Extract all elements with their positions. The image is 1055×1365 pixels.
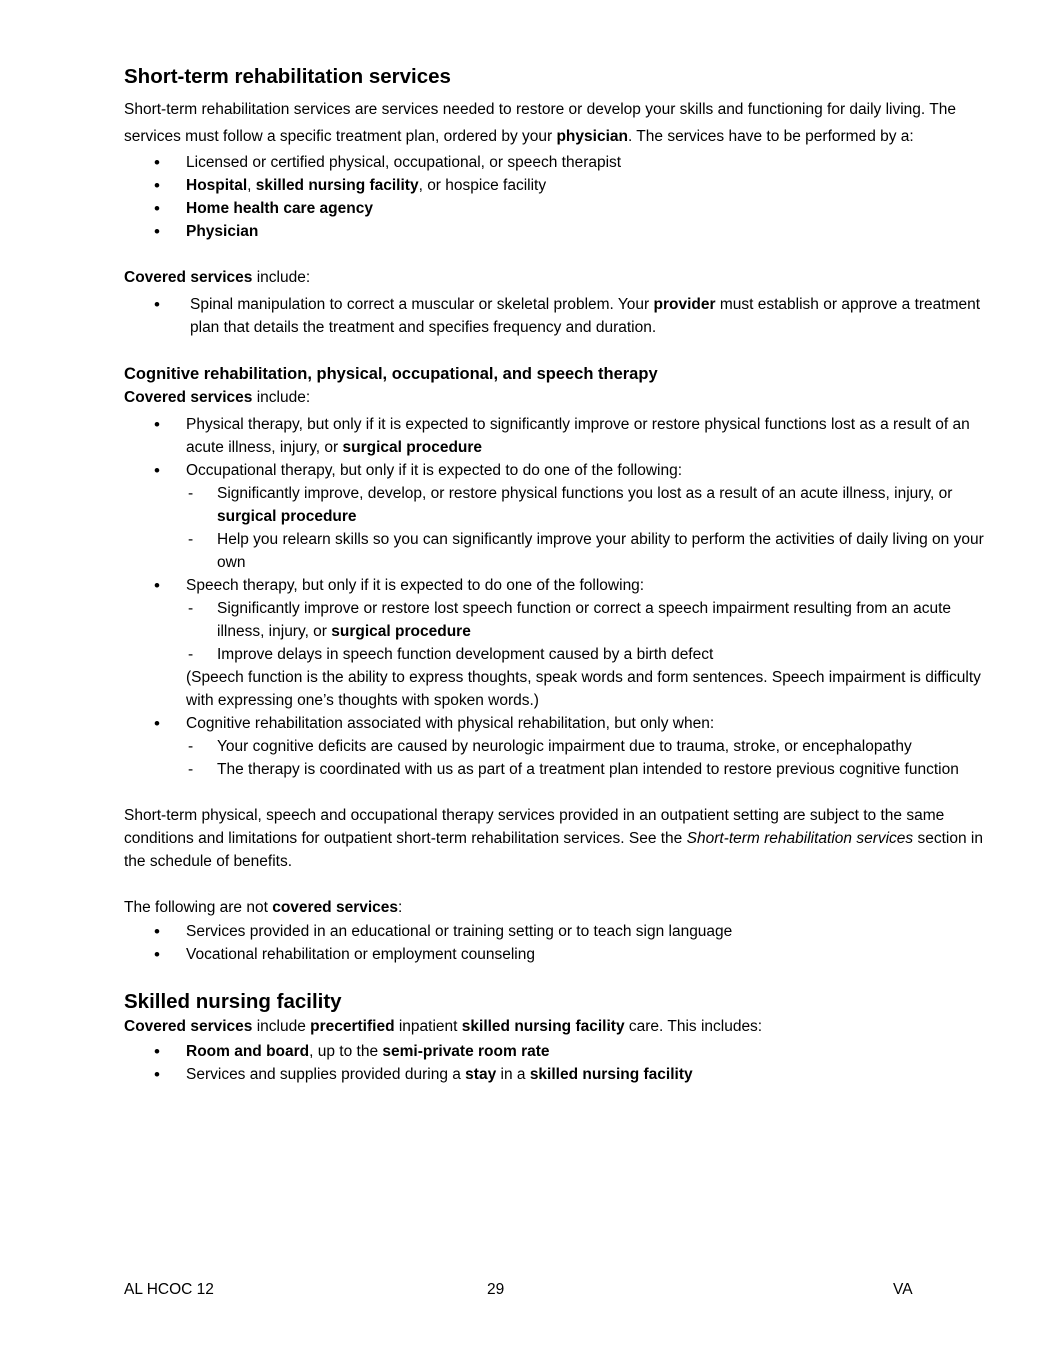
- list-item: • Services and supplies provided during a stay in a skilled nursing facility: [124, 1063, 994, 1086]
- list-item: • Home health care agency: [124, 197, 994, 220]
- sub-list: [186, 482, 994, 574]
- list-item: - Your cognitive deficits are caused by neurologic impairment due to trauma, stroke, or encephalopathy: [186, 735, 994, 758]
- list-item: • Spinal manipulation to correct a muscular or skeletal problem. Your provider must establish or approve a treatment plan that details the treatment and specifies frequency and duration.: [124, 293, 994, 339]
- list-item: - Improve delays in speech function development caused by a birth defect: [186, 643, 994, 666]
- list-item: - The therapy is coordinated with us as part of a treatment plan intended to restore previous cognitive function: [186, 758, 994, 781]
- covered-services-label: Covered services include:: [124, 269, 311, 286]
- list-item: • Speech therapy, but only if it is expected to do one of the following: - Significantly improve or restore lost speech function or correct a speech impairment resulting from an acute illness, injury, or surgical procedure - Improve delays in speech function development caused by a birth defect (Speech function is the ability to express thoughts, speak words and form sentences. Speech impairment is difficulty with expressing one’s thoughts with spoken words.): [124, 574, 994, 712]
- list-item: - Significantly improve or restore lost speech function or correct a speech impairment resulting from an acute illness, injury, or surgical procedure: [186, 597, 994, 643]
- sub-list: [186, 597, 994, 666]
- list-item: • Cognitive rehabilitation associated with physical rehabilitation, but only when: - Your cognitive deficits are caused by neurologic impairment due to trauma, stroke, or encephalopathy - The therapy is coordinated with us as part of a treatment plan intended to restore previous cognitive function: [124, 712, 994, 781]
- sub-list: [186, 735, 994, 781]
- list-item: • Occupational therapy, but only if it is expected to do one of the following: - Significantly improve, develop, or restore physical functions you lost as a result of an acute illness, injury, or surgical procedure - Help you relearn skills so you can significantly improve your ability to perform the activities of daily living on your own: [124, 459, 994, 574]
- list-item: • Room and board, up to the semi-private room rate: [124, 1040, 994, 1063]
- short-term-rehab-intro: Short-term rehabilitation services are services needed to restore or develop your skills and functioning for daily living. The services must follow a specific treatment plan, ordered by your physician. The services have to be performed by a:: [124, 101, 956, 145]
- provider-list: [124, 151, 994, 243]
- footer-document-code: AL HCOC 12: [124, 1281, 214, 1298]
- footer-state-code: VA: [893, 1281, 913, 1298]
- list-item: • Physician: [124, 220, 994, 243]
- section-title-cognitive-rehab: Cognitive rehabilitation, physical, occupational, and speech therapy: [124, 365, 658, 383]
- skilled-nursing-intro: Covered services include precertified inpatient skilled nursing facility care. This includes:: [124, 1018, 763, 1035]
- skilled-nursing-list: [124, 1040, 994, 1086]
- page-footer: [124, 1281, 916, 1303]
- covered-list: [124, 293, 994, 339]
- exclusion-list: [124, 920, 994, 966]
- therapy-list: [124, 413, 994, 781]
- list-item: • Physical therapy, but only if it is expected to significantly improve or restore physical functions lost as a result of an acute illness, injury, or surgical procedure: [124, 413, 994, 459]
- document-page: [124, 64, 994, 1086]
- section-title-skilled-nursing: Skilled nursing facility: [124, 990, 342, 1013]
- list-item: - Help you relearn skills so you can significantly improve your ability to perform the activities of daily living on your own: [186, 528, 994, 574]
- outpatient-paragraph: Short-term physical, speech and occupational therapy services provided in an outpatient setting are subject to the same conditions and limitations for outpatient short-term rehabilitation services. See the Short-term rehabilitation services section in the schedule of benefits.: [124, 807, 983, 870]
- covered-services-label: Covered services include:: [124, 389, 311, 406]
- not-covered-label: The following are not covered services:: [124, 899, 403, 916]
- list-item: • Hospital, skilled nursing facility, or hospice facility: [124, 174, 994, 197]
- list-item: • Services provided in an educational or training setting or to teach sign language: [124, 920, 994, 943]
- section-title-short-term-rehab: Short-term rehabilitation services: [124, 65, 451, 88]
- list-item: • Vocational rehabilitation or employment counseling: [124, 943, 994, 966]
- footer-page-number: 29: [487, 1281, 505, 1298]
- list-item: - Significantly improve, develop, or restore physical functions you lost as a result of an acute illness, injury, or surgical procedure: [186, 482, 994, 528]
- list-item: • Licensed or certified physical, occupational, or speech therapist: [124, 151, 994, 174]
- speech-note: (Speech function is the ability to express thoughts, speak words and form sentences. Speech impairment is difficulty with expressing one’s thoughts with spoken words.): [186, 669, 981, 709]
